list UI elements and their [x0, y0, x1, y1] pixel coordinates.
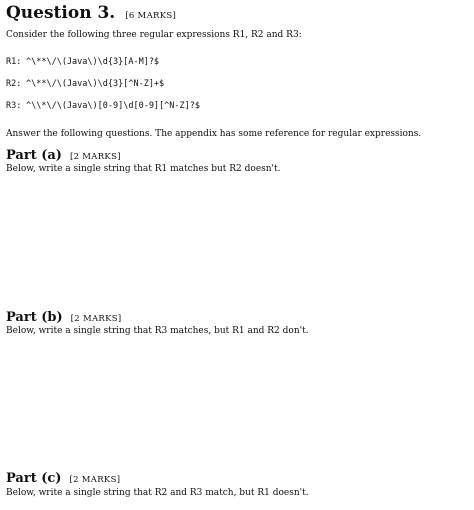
part-b-prompt: Below, write a single string that R3 matches, but R1 and R2 don't. [6, 326, 309, 336]
part-b-marks: [2 MARKS] [70, 314, 122, 324]
question-intro: Consider the following three regular expressions R1, R2 and R3: [6, 30, 302, 40]
part-c-title [6, 471, 120, 486]
part-a-title-text: Part (a) [6, 148, 62, 163]
part-c-prompt: Below, write a single string that R2 and R3 match, but R1 doesn't. [6, 488, 309, 498]
part-a-title [6, 148, 121, 163]
part-b-title-text: Part (b) [6, 310, 63, 325]
regex-r2 [6, 79, 164, 89]
regex-r1 [6, 57, 159, 67]
part-c-title-text: Part (c) [6, 471, 62, 486]
part-b-title [6, 310, 121, 325]
part-c-marks: [2 MARKS] [69, 475, 121, 485]
instructions-text: Answer the following questions. The appendix has some reference for regular expressions. [6, 129, 422, 139]
regex-r3 [6, 101, 200, 111]
regex-r1-pattern: ^\**\/\(Java\)\d{3}[A-M]?$ [26, 57, 160, 67]
regex-r3-label: R3: [6, 101, 22, 111]
question-marks: [6 MARKS] [125, 11, 177, 21]
regex-r1-label: R1: [6, 57, 22, 67]
regex-r2-pattern: ^\**\/\(Java\)\d{3}[^N-Z]+$ [26, 79, 165, 89]
regex-r3-pattern: ^\\*\/\(Java\)[0-9]\d[0-9][^N-Z]?$ [26, 101, 200, 111]
regex-r2-label: R2: [6, 79, 22, 89]
part-a-marks: [2 MARKS] [69, 152, 121, 162]
question-title [6, 3, 176, 23]
part-a-prompt: Below, write a single string that R1 matches but R2 doesn't. [6, 164, 281, 174]
question-title-text: Question 3. [6, 3, 116, 23]
